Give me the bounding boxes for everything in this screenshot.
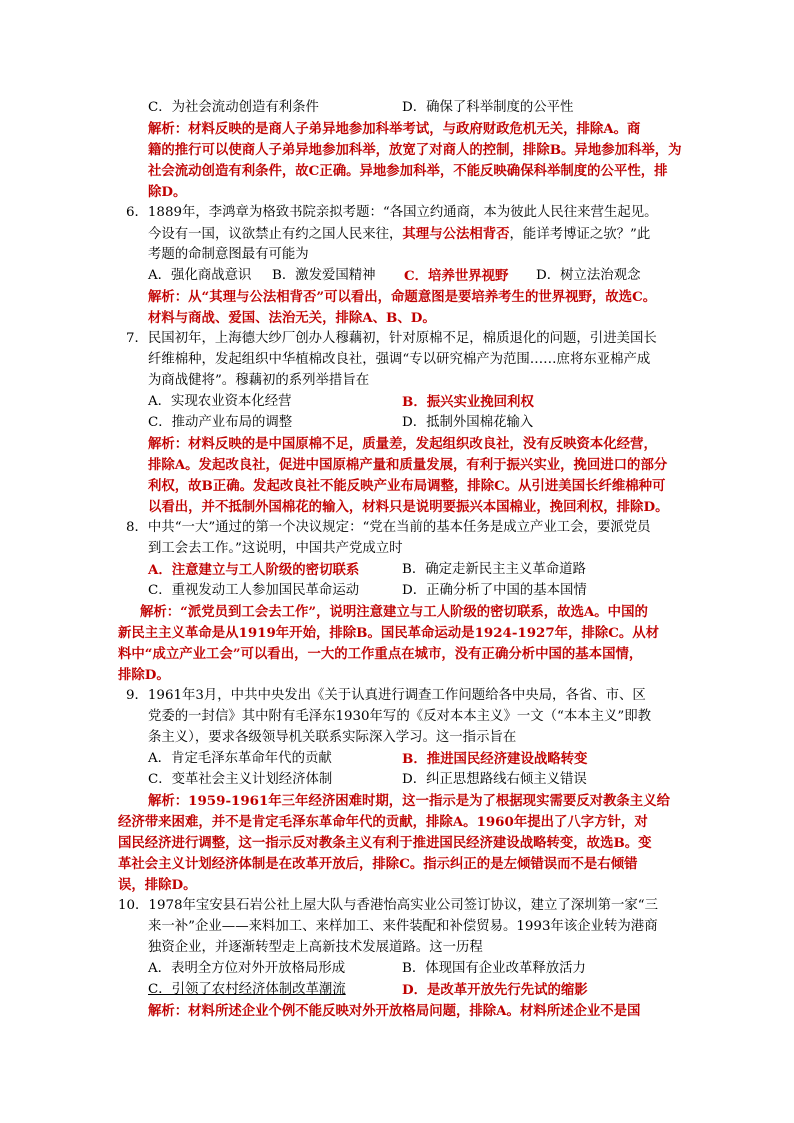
q5-explanation-line: 除D。 [148, 184, 187, 200]
q7-stem-line: 7．民国初年，上海德大纱厂创办人穆藕初，针对原棉不足，棉质退化的问题，引进美国长 [126, 331, 657, 346]
q9-explanation-line: 误，排除D。 [118, 877, 197, 893]
q9-stem-line: 9．1961年3月，中共中央发出《关于认真进行调查工作问题给各中央局，各省、市、区 [126, 688, 646, 703]
q6-stem-text: 今设有一国，议欲禁止有约之国人民来往， [148, 227, 403, 242]
q6-explanation-line: 解析：从“其理与公法相背否”可以看出，命题意图是要培养考生的世界视野，故选C。 [148, 289, 657, 305]
q6-option-d: D．树立法治观念 [536, 268, 641, 283]
q5-explanation-line: 籍的推行可以使商人子弟异地参加科举，放宽了对商人的控制，排除B。异地参加科举，为 [148, 142, 682, 158]
q5-explanation-line: 解析：材料反映的是商人子弟异地参加科举考试，与政府财政危机无关，排除A。商 [148, 121, 641, 137]
q6-stem-line [148, 224, 650, 245]
q9-stem-line: 党委的一封信》其中附有毛泽东1930年写的《反对本本主义》一文（“本本主义”即教 [148, 709, 652, 724]
q9-option-a: A．肯定毛泽东革命年代的贡献 [148, 751, 332, 766]
q9-stem-line: 条主义），要求各级领导机关联系实际深入学习。这一指示旨在 [148, 730, 517, 745]
q8-option-d: D．正确分析了中国的基本国情 [402, 583, 587, 598]
q7-stem-line: 纤维棉种，发起组织中华植棉改良社，强调“专以研究棉产为范围……庶将东亚棉产成 [148, 352, 651, 367]
q8-explanation-line: 解析：“派党员到工会去工作”，说明注意建立与工人阶级的密切联系，故选A。中国的 [140, 604, 648, 620]
q5-option-c: C．为社会流动创造有利条件 [148, 100, 319, 115]
q6-explanation-line: 材料与商战、爱国、法治无关，排除A、B、D。 [148, 310, 436, 326]
q6-stem-text: ，能详考博证之欤？”此 [509, 227, 651, 242]
q6-stem-line: 6．1889年，李鸿章为格致书院亲拟考题：“各国立约通商，本为彼此人民往来营生起见。 [126, 205, 658, 220]
q9-explanation-line: 国民经济进行调整，这一指示反对教条主义有利于推进国民经济建设战略转变，故选B。变 [118, 835, 652, 851]
q6-option-b: B．激发爱国精神 [272, 268, 376, 283]
q8-explanation-line: 新民主主义革命是从1919年开始，排除B。国民革命运动是1924-1927年，排除C。从材 [118, 625, 660, 641]
q8-option-c: C．重视发动工人参加国民革命运动 [148, 583, 360, 598]
q6-option-c: C．培养世界视野 [404, 268, 509, 284]
q8-explanation-line: 料中“成立产业工会”可以看出，一大的工作重点在城市，没有正确分析中国的基本国情， [118, 646, 643, 662]
q9-option-d: D．纠正思想路线右倾主义错误 [402, 772, 587, 787]
q7-option-a: A．实现农业资本化经营 [148, 394, 292, 409]
q7-option-b: B．振兴实业挽回利权 [402, 394, 534, 410]
q7-explanation-line: 解析：材料反映的是中国原棉不足，质量差，发起组织改良社，没有反映资本化经营， [148, 436, 657, 452]
q7-option-d: D．抵制外国棉花输入 [402, 415, 534, 430]
q9-explanation-line: 经济带来困难，并不是肯定毛泽东革命年代的贡献，排除A。1960年提出了八字方针，对 [118, 814, 648, 830]
q5-option-d: D．确保了科举制度的公平性 [402, 100, 574, 115]
q8-stem-line: 到工会去工作。”这说明，中国共产党成立时 [148, 541, 403, 556]
q10-stem-line: 10．1978年宝安县石岩公社上屋大队与香港怡高实业公司签订协议，建立了深圳第一家“三 [118, 898, 659, 913]
q10-stem-line: 来一补”企业——来料加工、来样加工、来件装配和补偿贸易。1993年该企业转为港商 [148, 919, 658, 934]
q8-option-b: B．确定走新民主主义革命道路 [402, 562, 586, 577]
q10-stem-line: 独资企业，并逐渐转型走上高新技术发展道路。这一历程 [148, 940, 483, 955]
q7-explanation-line: 排除A。发起改良社，促进中国原棉产量和质量发展，有利于振兴实业，挽回进口的部分 [148, 457, 668, 473]
q10-option-d: D．是改革开放先行先试的缩影 [402, 982, 588, 998]
q7-explanation-line: 利权，故B正确。发起改良社不能反映产业布局调整，排除C。从引进美国长纤维棉种可 [148, 478, 666, 494]
q8-stem-line: 8．中共“一大”通过的第一个决议规定：“党在当前的基本任务是成立产业工会，要派党员 [126, 520, 651, 535]
q6-option-a: A．强化商战意识 [148, 268, 252, 283]
q10-option-b: B．体现国有企业改革释放活力 [402, 961, 586, 976]
q5-explanation-line: 社会流动创造有利条件，故C正确。异地参加科举，不能反映确保科举制度的公平性，排 [148, 163, 668, 179]
q10-option-c: C．引领了农村经济体制改革潮流 [148, 982, 346, 997]
q7-explanation-line: 以看出，并不抵制外国棉花的输入，材料只是说明要振兴本国棉业，挽回利权，排除D。 [148, 499, 669, 515]
q9-option-b: B．推进国民经济建设战略转变 [402, 751, 588, 767]
q9-explanation-line: 解析：1959-1961年三年经济困难时期，这一指示是为了根据现实需要反对教条主义给 [148, 793, 670, 809]
q8-explanation-line: 排除D。 [118, 667, 170, 683]
q6-stem-line: 考题的命制意图最有可能为 [148, 247, 309, 262]
q9-option-c: C．变革社会主义计划经济体制 [148, 772, 333, 787]
q10-option-a: A．表明全方位对外开放格局形成 [148, 961, 346, 976]
q10-explanation-line: 解析：材料所述企业个例不能反映对外开放格局问题，排除A。材料所述企业不是国 [148, 1003, 641, 1019]
q7-option-c: C．推动产业布局的调整 [148, 415, 293, 430]
q6-stem-highlight: 其理与公法相背否 [402, 226, 510, 242]
q7-stem-line: 为商战健将”。穆藕初的系列举措旨在 [148, 373, 370, 388]
q9-explanation-line: 革社会主义计划经济体制是在改革开放后，排除C。指示纠正的是左倾错误而不是右倾错 [118, 856, 638, 872]
q8-option-a: A．注意建立与工人阶级的密切联系 [148, 562, 360, 578]
